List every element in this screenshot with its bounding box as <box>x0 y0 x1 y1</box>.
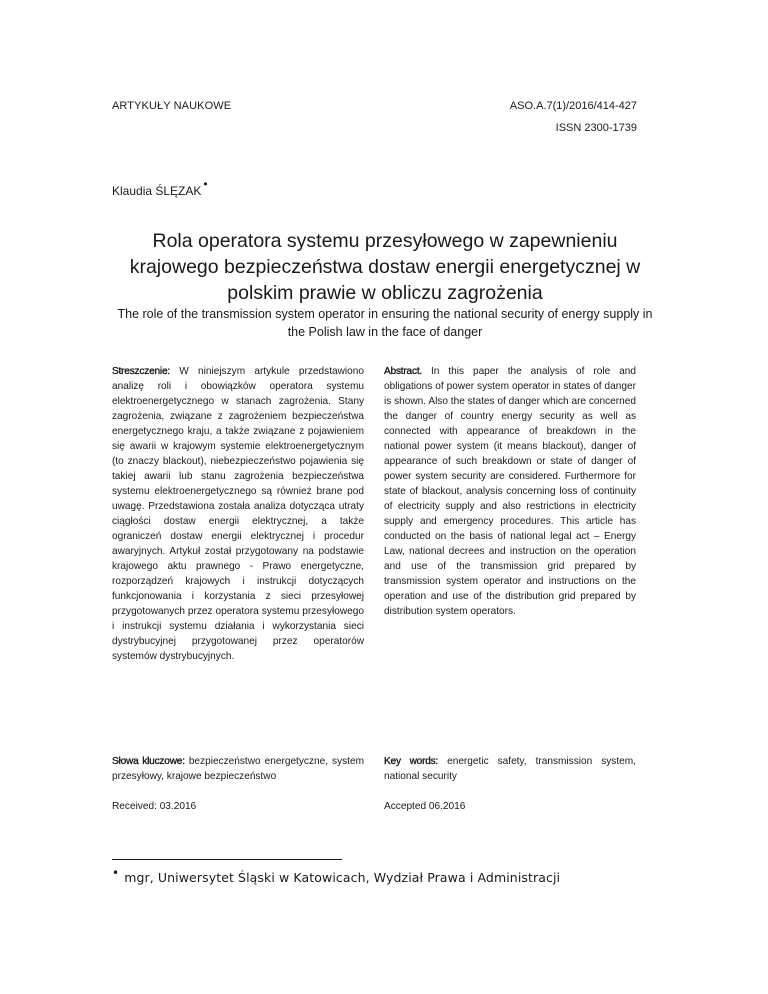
author-name: Klaudia ŚLĘZAK <box>112 184 202 198</box>
abstract-polish-text: W niniejszym artykule przedstawiono analizę roli i obowiązków operatora systemu elektroenergetycznego w stanach zagrożenia. Stany zagrożenia, związane z zagrożeniem bezpieczeństwa energetycznego kraju, a także związane z pojawieniem się awarii w krajowym systemie elektroenergetycznym (to znaczy blackout), niebezpieczeństwo pojawienia się takiej awarii lub stanu zagrożenia bezpieczeństwa systemu elektroenergetycznego są również brane pod uwagę. Przedstawiona została analiza dotycząca utraty ciągłości dostaw energii elektrycznej, a także ograniczeń dostaw energii elektrycznej i procedur awaryjnych. Artykuł został przygotowany na podstawie krajowego aktu prawnego - Prawo energetyczne, rozporządzeń krajowych i instrukcji dotyczących funkcjonowania i korzystania z sieci przesyłowej przygotowanych przez operatora systemu przesyłowego i instrukcji systemu działania i wykorzystania sieci dystrybucyjnej przygotowanej przez operatorów systemów dystrybucyjnych. <box>112 366 364 662</box>
keywords-polish-text: bezpieczeństwo energetyczne, system przesyłowy, krajowe bezpieczeństwo <box>112 756 364 782</box>
journal-reference <box>510 95 637 139</box>
issn-number: ISSN 2300-1739 <box>555 122 637 134</box>
author-line <box>112 179 208 198</box>
article-title-english: The role of the transmission system operator in ensuring the national security of energy supply in the Polish law in the face of danger <box>117 307 653 339</box>
author-footnote <box>112 866 561 885</box>
article-title-polish: Rola operatora systemu przesyłowego w zapewnieniu krajowego bezpieczeństwa dostaw energii energetycznej w polskim prawie w obliczu zagrożenia <box>129 230 641 304</box>
keywords-polish-label: Słowa kluczowe: <box>112 756 185 767</box>
footnote-affiliation: mgr, Uniwersytet Śląski w Katowicach, Wydział Prawa i Administracji <box>124 870 561 885</box>
author-footnote-marker[interactable]: • <box>203 177 208 191</box>
footnote-divider <box>112 859 342 860</box>
section-label: ARTYKUŁY NAUKOWE <box>112 100 232 112</box>
received-date: Received: 03.2016 <box>112 801 197 812</box>
abstract-english <box>384 364 636 619</box>
abstract-english-text: In this paper the analysis of role and obligations of power system operator in states of danger is shown. Also the states of danger which are concerned the danger of country energy security as well as connected with appearance of breakdown in the national power system (it means blackout), danger of appearance of such breakdown or state of danger of power system security are considered. Furthermore for state of blackout, analysis concerning loss of continuity of electricity supply and also restrictions in electricity supply and emergency procedures. This article has conducted on the basis of national legal act – Energy Law, national decrees and instruction on the operation and use of the transmission grid prepared by transmission system operator and instructions on the operation and use of the distribution grid prepared by distribution system operators. <box>384 366 636 617</box>
accepted-date: Accepted 06.2016 <box>384 801 466 812</box>
keywords-english-label: Key words: <box>384 756 439 767</box>
abstract-polish-label: Streszczenie: <box>112 366 170 377</box>
keywords-english-text: energetic safety, transmission system, national security <box>384 756 636 782</box>
abstract-polish <box>112 364 364 664</box>
citation-code: ASO.A.7(1)/2016/414-427 <box>509 100 637 112</box>
footnote-marker: • <box>112 866 120 880</box>
keywords-english <box>384 754 636 784</box>
abstract-english-label: Abstract. <box>384 366 423 377</box>
keywords-polish <box>112 754 364 784</box>
